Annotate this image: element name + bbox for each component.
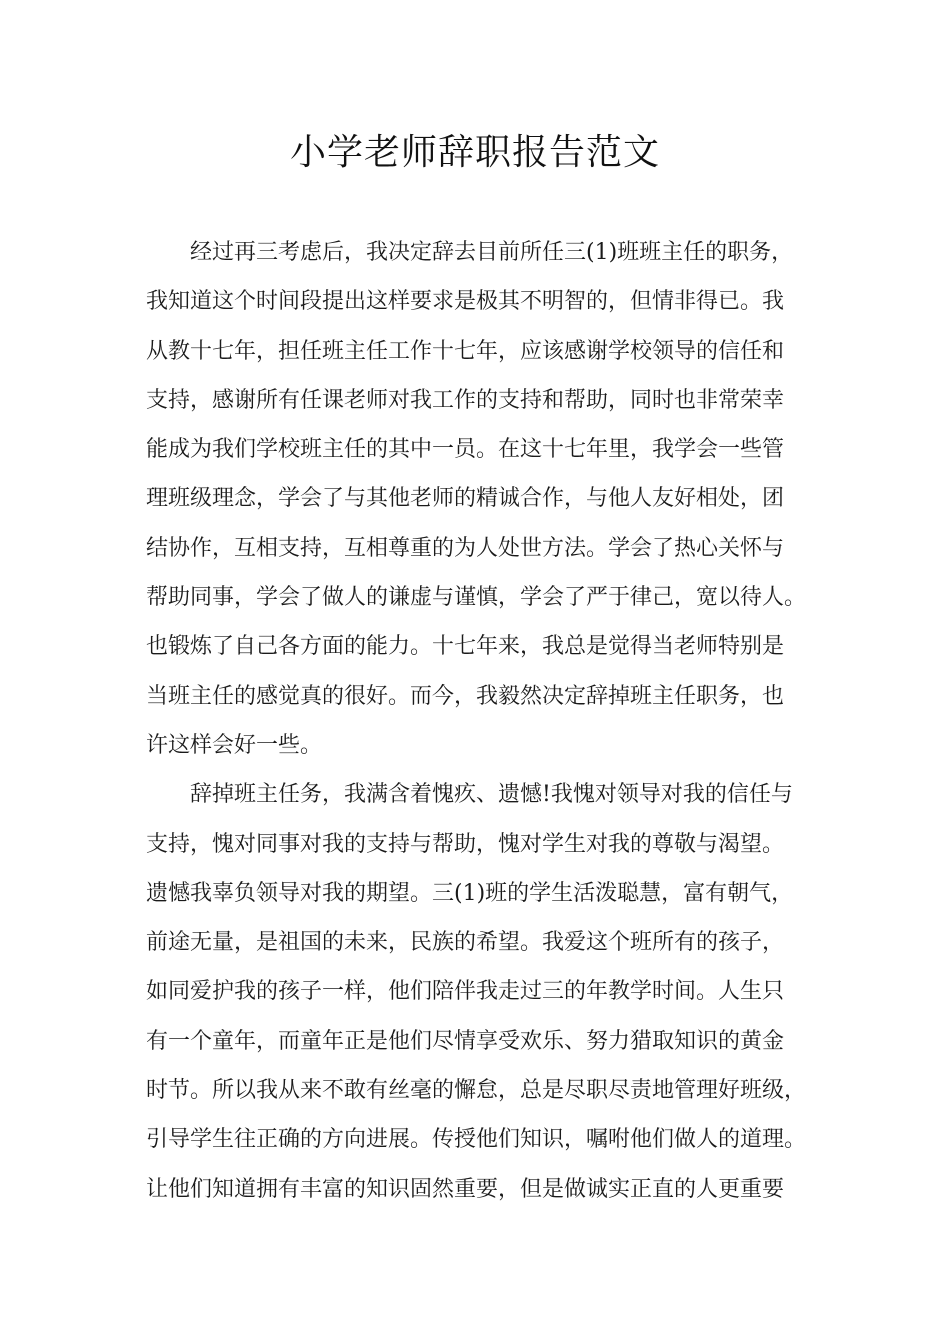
paragraph-line: 引导学生往正确的方向进展。传授他们知识，嘱咐他们做人的道理。: [146, 1127, 807, 1153]
paragraph-line: 遗憾我辜负领导对我的期望。三(1)班的学生活泼聪慧，富有朝气，: [146, 880, 794, 906]
paragraph-1: [146, 228, 818, 770]
paragraph-2: [146, 770, 818, 1214]
paragraph-line: 支持，感谢所有任课老师对我工作的支持和帮助，同时也非常荣幸: [146, 387, 785, 413]
document-body: [146, 228, 818, 1214]
paragraph-line: 让他们知道拥有丰富的知识固然重要，但是做诚实正直的人更重要: [146, 1176, 785, 1202]
paragraph-line: 辞掉班主任务，我满含着愧疚、遗憾!我愧对领导对我的信任与: [190, 782, 793, 808]
paragraph-line: 从教十七年，担任班主任工作十七年，应该感谢学校领导的信任和: [146, 338, 785, 364]
paragraph-line: 我知道这个时间段提出这样要求是极其不明智的，但情非得已。我: [146, 289, 785, 315]
paragraph-line: 经过再三考虑后，我决定辞去目前所任三(1)班班主任的职务，: [190, 240, 794, 265]
paragraph-line: 支持，愧对同事对我的支持与帮助，愧对学生对我的尊敬与渴望。: [146, 831, 785, 857]
paragraph-line: 帮助同事，学会了做人的谦虚与谨慎，学会了严于律己，宽以待人。: [146, 585, 807, 611]
paragraph-line: 当班主任的感觉真的很好。而今，我毅然决定辞掉班主任职务，也: [146, 683, 785, 709]
page-title: 小学老师辞职报告范文: [289, 132, 660, 173]
paragraph-line: 理班级理念，学会了与其他老师的精诚合作，与他人友好相处，团: [146, 486, 785, 512]
paragraph-line: 时节。所以我从来不敢有丝毫的懈怠，总是尽职尽责地管理好班级，: [146, 1078, 807, 1104]
paragraph-line: 如同爱护我的孩子一样，他们陪伴我走过三的年教学时间。人生只: [146, 979, 785, 1005]
paragraph-line: 许这样会好一些。: [146, 732, 323, 758]
paragraph-line: 能成为我们学校班主任的其中一员。在这十七年里，我学会一些管: [146, 437, 785, 463]
paragraph-line: 前途无量，是祖国的未来，民族的希望。我爱这个班所有的孩子，: [146, 930, 785, 956]
paragraph-line: 有一个童年，而童年正是他们尽情享受欢乐、努力猎取知识的黄金: [146, 1028, 785, 1054]
paragraph-line: 结协作，互相支持，互相尊重的为人处世方法。学会了热心关怀与: [146, 535, 785, 561]
paragraph-line: 也锻炼了自己各方面的能力。十七年来，我总是觉得当老师特别是: [146, 634, 785, 660]
